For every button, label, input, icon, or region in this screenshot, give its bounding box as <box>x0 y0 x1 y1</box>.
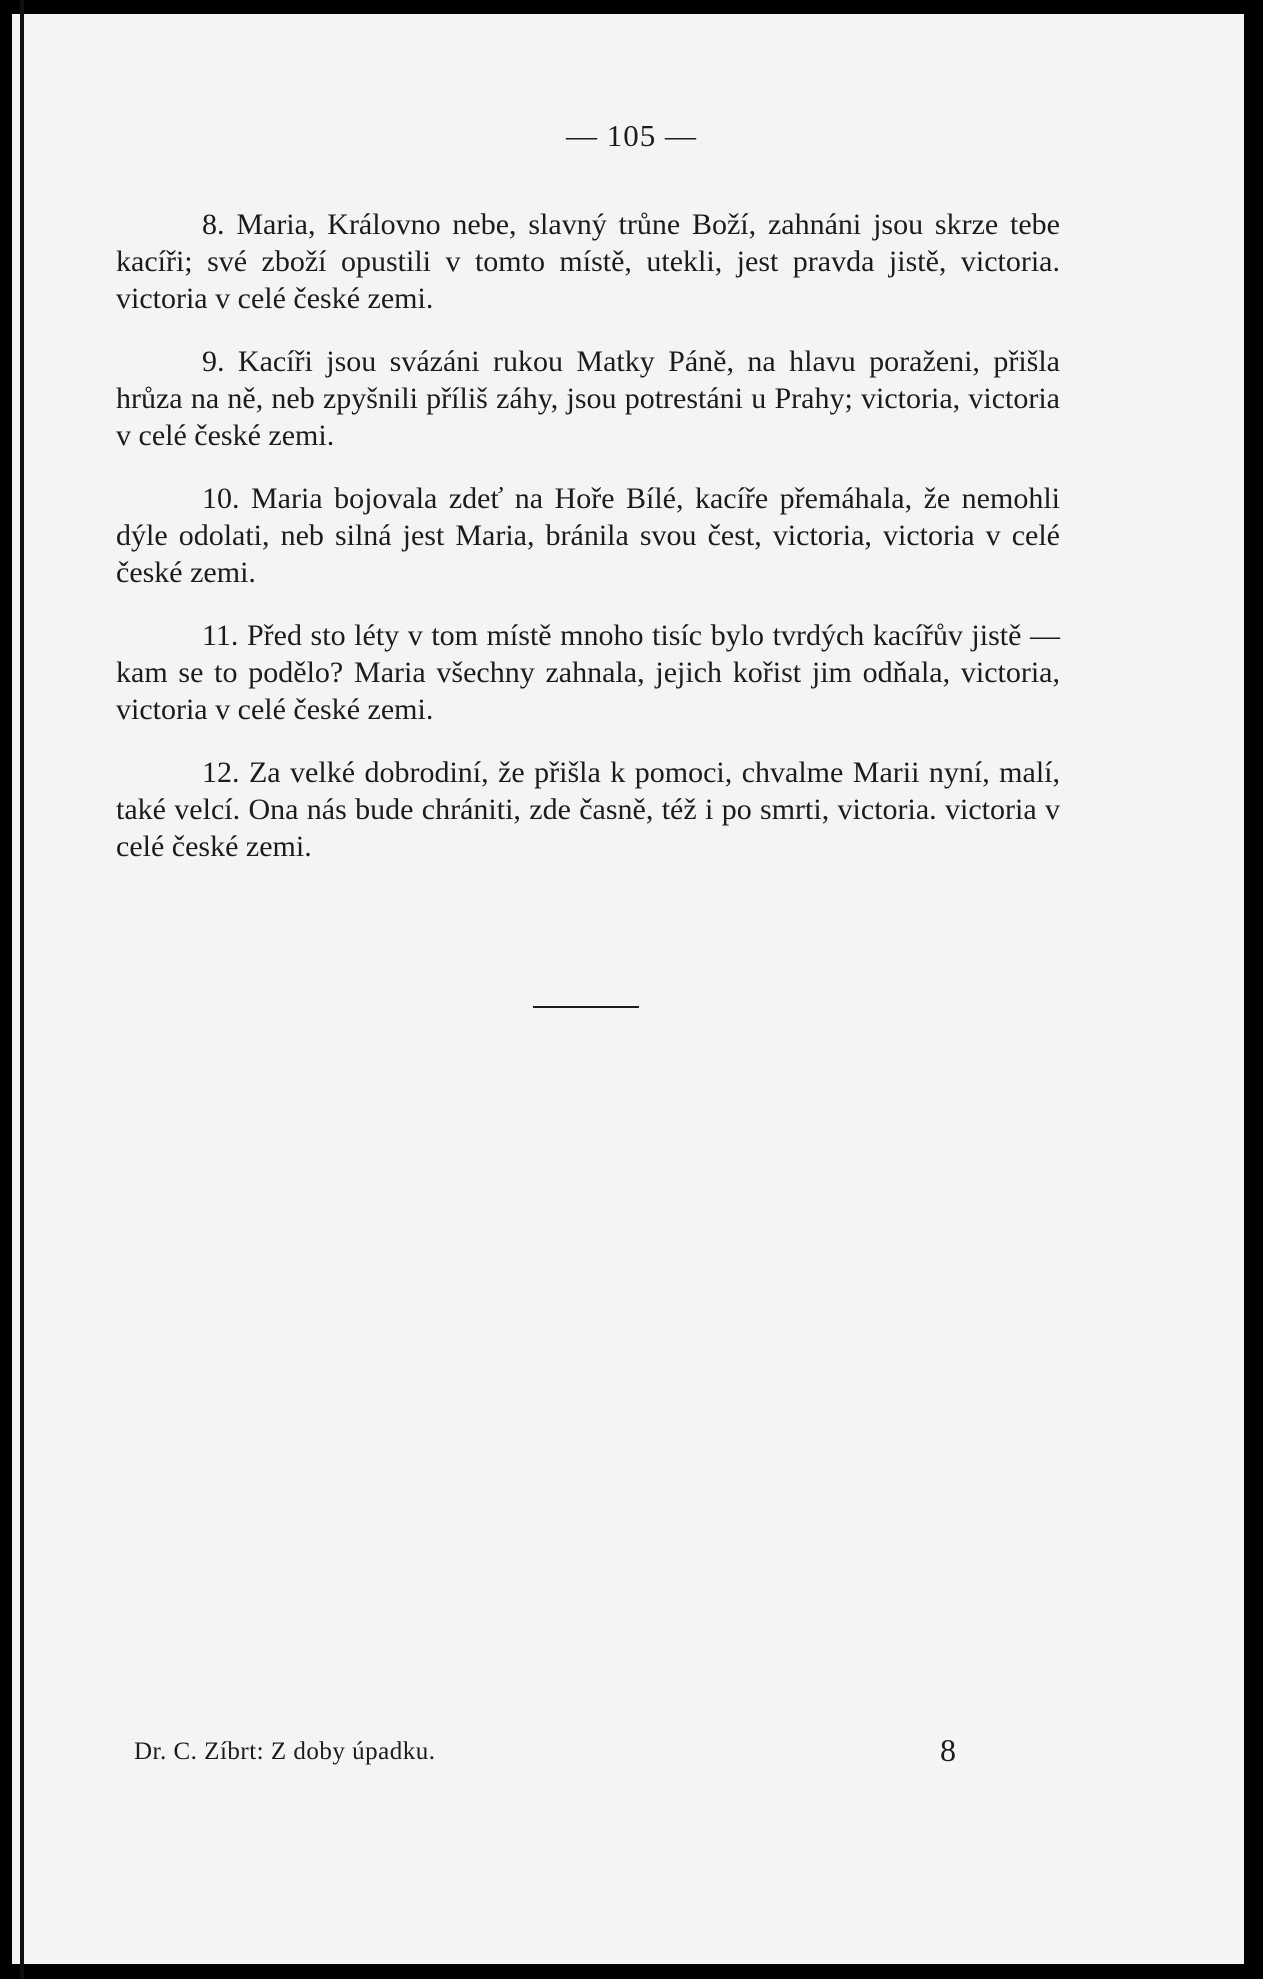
verse-8: 8. Maria, Královno nebe, slavný trůne Boží, zahnáni jsou skrze tebe kacíři; své zboží opustili v tomto místě, utekli, jest pravda jistě, victoria. victoria v celé české zemi. <box>116 208 1060 315</box>
verse-11: 11. Před sto léty v tom místě mnoho tisíc bylo tvrdých kacířův jistě — kam se to podělo? Maria všechny zahnala, jejich kořist jim odňala, victoria, victoria v celé české zemi. <box>116 619 1060 726</box>
signature-mark: 8 <box>940 1732 956 1768</box>
verse-12: 12. Za velké dobrodiní, že přišla k pomoci, chvalme Marii nyní, malí, také velcí. Ona nás bude chrániti, zde časně, též i po smrti, victoria. victoria v celé české zemi. <box>116 756 1060 863</box>
end-rule <box>533 1006 639 1008</box>
verse-list <box>116 206 1060 891</box>
footer-source: Dr. C. Zíbrt: Z doby úpadku. <box>134 1738 436 1765</box>
verse-9: 9. Kacíři jsou svázáni rukou Matky Páně, na hlavu poraženi, přišla hrůza na ně, neb zpyšnili příliš záhy, jsou potrestáni u Prahy; victoria, victoria v celé české zemi. <box>116 345 1060 452</box>
page-number: — 105 — <box>566 118 697 153</box>
verse-10: 10. Maria bojovala zdeť na Hoře Bílé, kacíře přemáhala, že nemohli dýle odolati, neb silná jest Maria, bránila svou čest, victoria, victoria v celé české zemi. <box>116 482 1060 589</box>
